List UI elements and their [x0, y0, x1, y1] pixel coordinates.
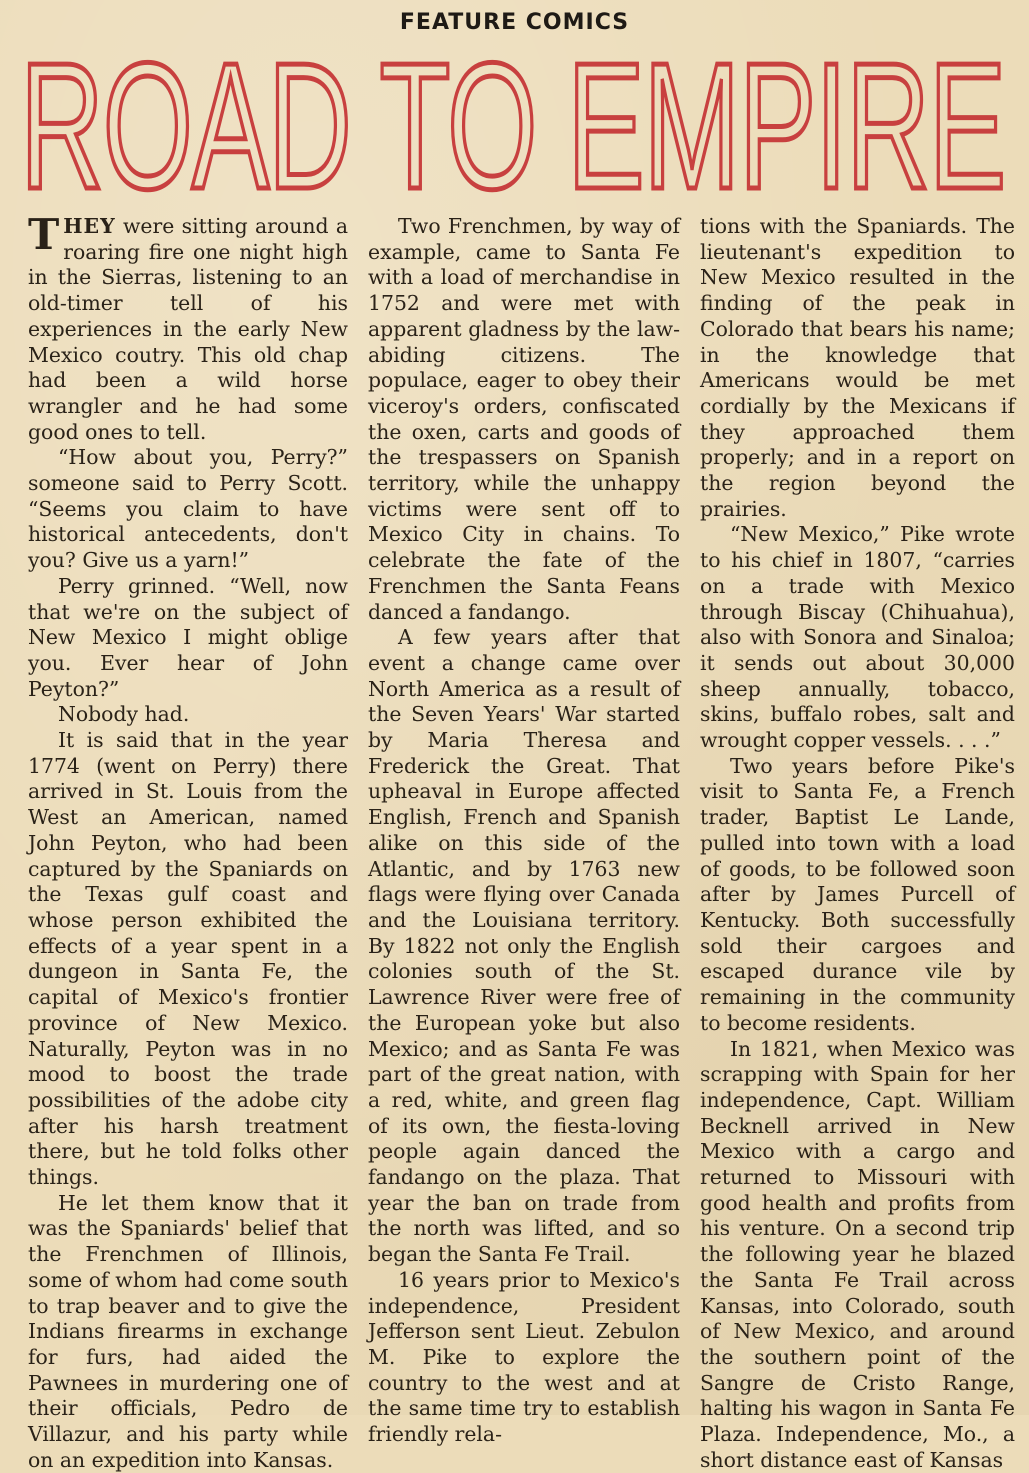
paragraph-1-6: He let them know that it was the Spaniards' belief that the Frenchmen of Illinois, some of whom had come south to trap beaver and to give the Indians firearms in exchange for furs, had aided the Pawnees in murdering one of their officials, Pedro de Villazur, and his party while on an expedition into Kansas. [28, 1191, 348, 1473]
paragraph-text: were sitting around a roaring fire one night high in the Sierras, listening to an old-timer tell of his experiences in the early New Mexico coutry. This old chap had been a wild horse wrangler and he had some good ones to tell. [28, 214, 348, 444]
paragraph-3-1: tions with the Spaniards. The lieutenant's expedition to New Mexico resulted in the finding of the peak in Colorado that bears his name; in the knowledge that Americans would be met cordially by the Mexicans if they approached them properly; and in a report on the region beyond the prairies. [700, 214, 1015, 522]
paragraph-1-5: It is said that in the year 1774 (went on Perry) there arrived in St. Louis from the West an American, named John Peyton, who had been captured by the Spaniards on the Texas gulf coast and whose person exhibited the effects of a year spent in a dungeon in Santa Fe, the capital of Mexico's frontier province of New Mexico. Naturally, Peyton was in no mood to boost the trade possibilities of the adobe city after his harsh treatment there, but he told folks other things. [28, 728, 348, 1191]
drop-cap: T [28, 218, 59, 252]
paragraph-3-3: Two years before Pike's visit to Santa Fe, a French trader, Baptist Le Lande, pulled into town with a load of goods, to be followed soon after by James Purcell of Kentucky. Both successfully sold their cargoes and escaped durance vile by remaining in the community to become residents. [700, 754, 1015, 1037]
paragraph-1-4: Nobody had. [28, 702, 348, 728]
paragraph-2-1: Two Frenchmen, by way of example, came to Santa Fe with a load of merchandise in 1752 and were met with apparent gladness by the law-abiding citizens. The populace, eager to obey their viceroy's orders, confiscated the oxen, carts and goods of the trespassers on Spanish territory, while the unhappy victims were sent off to Mexico City in chains. To celebrate the fate of the Frenchmen the Santa Feans danced a fandango. [368, 214, 680, 625]
paragraph-1-3: Perry grinned. “Well, now that we're on the subject of New Mexico I might oblige you. Ever hear of John Peyton?” [28, 574, 348, 703]
paragraph-2-3: 16 years prior to Mexico's independence, President Jefferson sent Lieut. Zebulon M. Pike to explore the country to the west and at the same time try to establish friendly rela- [368, 1268, 680, 1448]
title-text: ROAD TO EMPIRE [20, 26, 1005, 227]
column-1 [28, 214, 348, 1473]
title-svg [20, 36, 1010, 206]
article-title [20, 36, 1010, 206]
paragraph-2-2: A few years after that event a change came over North America as a result of the Seven Years' War started by Maria Theresa and Frederick the Great. That upheaval in Europe affected English, French and Spanish alike on this side of the Atlantic, and by 1763 new flags were flying over Canada and the Louisiana territory. By 1822 not only the English colonies south of the St. Lawrence River were free of the European yoke but also Mexico; and as Santa Fe was part of the great nation, with a red, white, and green flag of its own, the fiesta-loving people again danced the fandango on the plaza. That year the ban on trade from the north was lifted, and so began the Santa Fe Trail. [368, 625, 680, 1268]
paragraph-3-4: In 1821, when Mexico was scrapping with Spain for her independence, Capt. William Becknell arrived in New Mexico with a cargo and returned to Missouri with good health and profits from his venture. On a second trip the following year he blazed the Santa Fe Trail across Kansas, into Colorado, south of New Mexico, and around the southern point of the Sangre de Cristo Range, halting his wagon in Santa Fe Plaza. Independence, Mo., a short distance east of Kansas [700, 1037, 1015, 1473]
first-word: HEY [63, 214, 115, 238]
article-body [28, 214, 1013, 1399]
paragraph-1-1 [28, 214, 348, 445]
column-3 [700, 214, 1015, 1473]
column-2 [368, 214, 680, 1473]
paragraph-1-2: “How about you, Perry?” someone said to Perry Scott. “Seems you claim to have historical antecedents, don't you? Give us a yarn!” [28, 445, 348, 574]
magazine-header: FEATURE COMICS [0, 10, 1029, 35]
paragraph-3-2: “New Mexico,” Pike wrote to his chief in 1807, “carries on a trade with Mexico through Biscay (Chihuahua), also with Sonora and Sinaloa; it sends out about 30,000 sheep annually, tobacco, skins, buffalo robes, salt and wrought copper vessels. . . .” [700, 522, 1015, 753]
